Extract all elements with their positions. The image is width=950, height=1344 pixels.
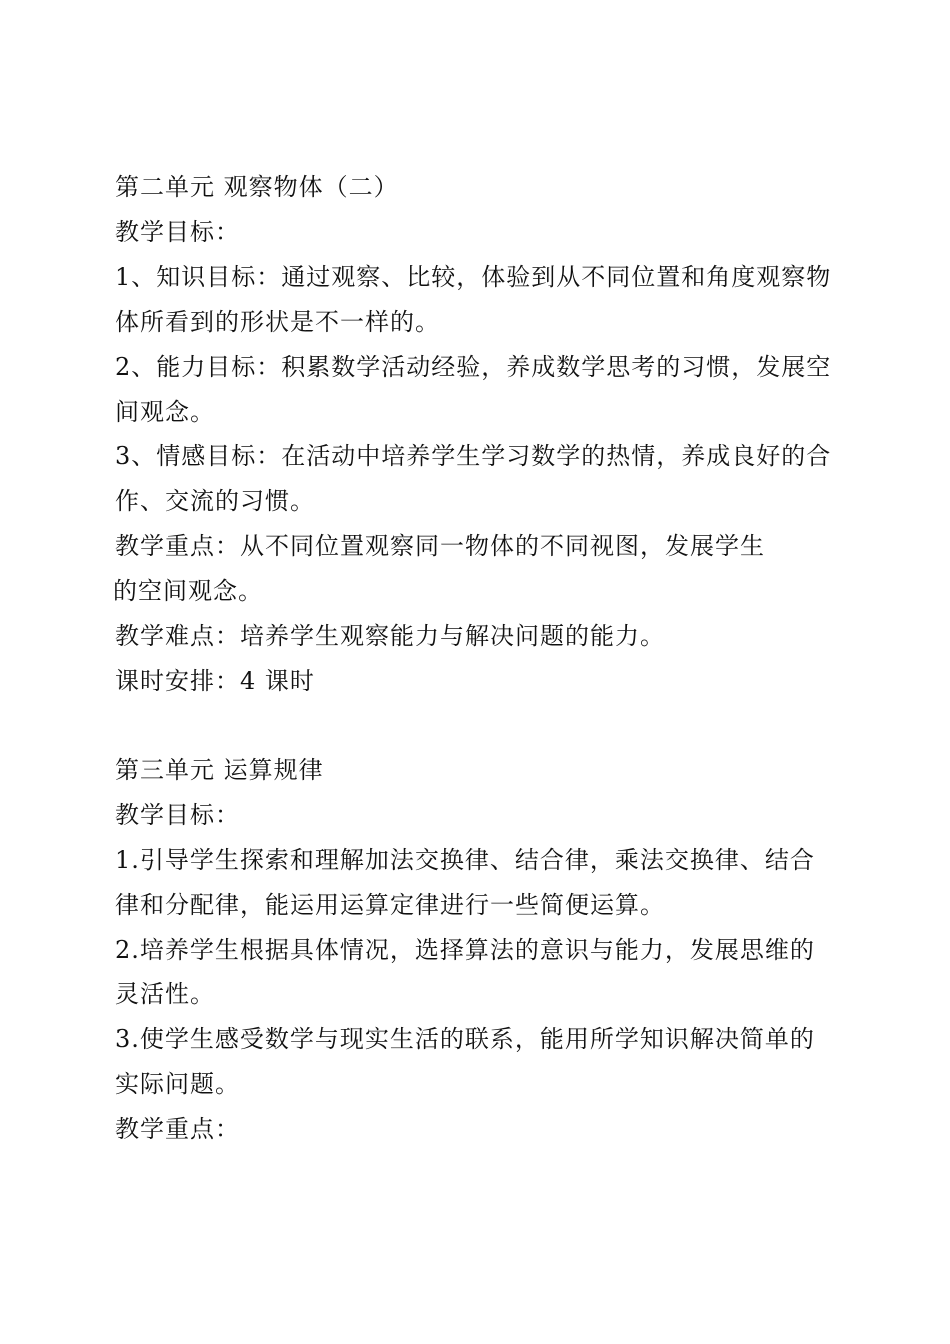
unit2-heading: 第二单元 观察物体（二） bbox=[115, 173, 399, 201]
unit3-goal3-line2: 实际问题。 bbox=[115, 1070, 240, 1098]
unit2-key-point-line2: 的空间观念。 bbox=[113, 577, 263, 605]
unit2-schedule: 课时安排：4 课时 bbox=[115, 667, 315, 695]
unit3-heading: 第三单元 运算规律 bbox=[115, 756, 324, 784]
unit2-goal1-line2: 体所看到的形状是不一样的。 bbox=[115, 308, 440, 336]
unit3-goal1-line2: 律和分配律，能运用运算定律进行一些简便运算。 bbox=[115, 891, 665, 919]
unit2-goal2-line2: 间观念。 bbox=[115, 398, 215, 426]
unit2-goal1-line1: 1、知识目标：通过观察、比较，体验到从不同位置和角度观察物 bbox=[115, 263, 832, 291]
unit2-key-point-line1: 教学重点：从不同位置观察同一物体的不同视图，发展学生 bbox=[115, 532, 765, 560]
unit2-goals-label: 教学目标： bbox=[115, 218, 240, 246]
unit3-key-point-label: 教学重点： bbox=[115, 1115, 240, 1143]
unit3-goal2-line1: 2.培养学生根据具体情况，选择算法的意识与能力，发展思维的 bbox=[115, 936, 815, 964]
unit2-difficulty: 教学难点：培养学生观察能力与解决问题的能力。 bbox=[115, 622, 665, 650]
unit3-goals-label: 教学目标： bbox=[115, 801, 240, 829]
unit3-goal1-line1: 1.引导学生探索和理解加法交换律、结合律，乘法交换律、结合 bbox=[115, 846, 815, 874]
unit3-goal2-line2: 灵活性。 bbox=[115, 980, 215, 1008]
unit2-goal3-line2: 作、交流的习惯。 bbox=[115, 487, 315, 515]
unit2-goal3-line1: 3、情感目标：在活动中培养学生学习数学的热情，养成良好的合 bbox=[115, 442, 832, 470]
unit3-goal3-line1: 3.使学生感受数学与现实生活的联系，能用所学知识解决简单的 bbox=[115, 1025, 815, 1053]
unit2-goal2-line1: 2、能力目标：积累数学活动经验，养成数学思考的习惯，发展空 bbox=[115, 353, 832, 381]
